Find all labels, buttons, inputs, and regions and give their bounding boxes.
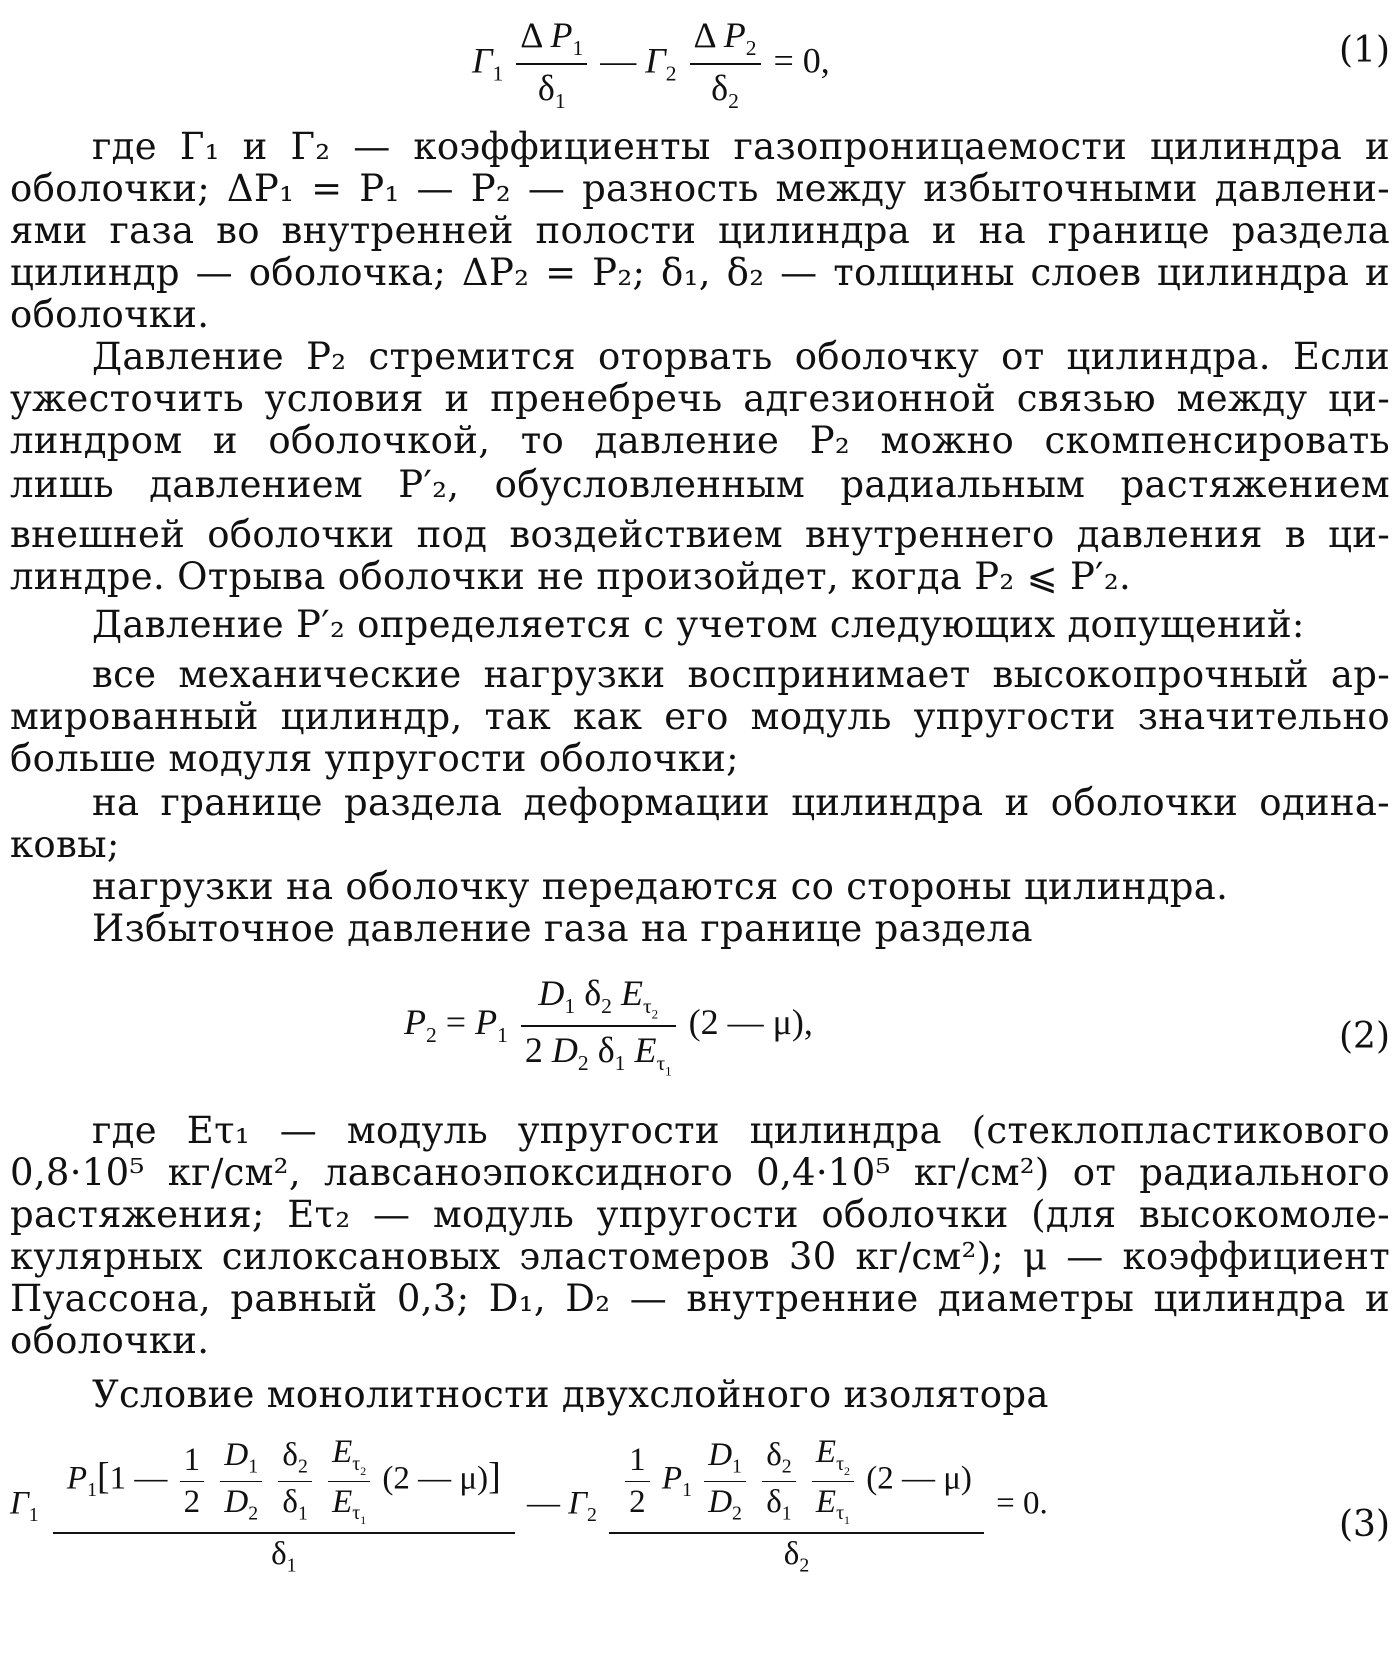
text-line: оболочки; ΔP₁ = P₁ — P₂ — разность между избыточными давлени- <box>10 167 1390 210</box>
text-line: ями газа во внутренней полости цилиндра и на границе раздела <box>10 209 1390 252</box>
text-line: Давление P′₂ определяется с учетом следующих допущений: <box>92 603 1305 646</box>
equation-3-number: (3) <box>1339 1504 1390 1545</box>
text-line: Давление P₂ стремится оторвать оболочку от цилиндра. Если <box>92 335 1390 378</box>
text-line: оболочки. <box>10 1319 210 1362</box>
equation-2: $P_2 = P_1$ $\frac{D_1 \delta_2 E_{\tau_2}}{2 D_2 \delta_1 E_{\tau_1}}$ (2 — μ), <box>404 973 813 1078</box>
text-line: ужесточить условия и пренебречь адгезионной связью между ци- <box>10 377 1390 420</box>
text-line: Условие монолитности двухслойного изолятора <box>92 1373 1049 1416</box>
text-line: на границе раздела деформации цилиндра и оболочки одина- <box>92 781 1390 824</box>
text-line: линдре. Отрыва оболочки не произойдет, когда P₂ ⩽ P′₂. <box>10 555 1132 598</box>
text-line: где Eτ₁ — модуль упругости цилиндра (стеклопластикового <box>92 1109 1390 1152</box>
text-line: оболочки. <box>10 293 210 336</box>
text-line: ковы; <box>10 823 120 866</box>
text-line: растяжения; Eτ₂ — модуль упругости оболочки (для высокомоле- <box>10 1193 1390 1236</box>
text-line: мированный цилиндр, так как его модуль упругости значительно <box>10 695 1390 738</box>
text-line: Пуассона, равный 0,3; D₁, D₂ — внутренние диаметры цилиндра и <box>10 1277 1390 1320</box>
equation-2-number: (2) <box>1339 1016 1390 1057</box>
text-line: линдром и оболочкой, то давление P₂ можно скомпенсировать <box>10 419 1390 462</box>
text-line: лишь давлением P′₂, обусловленным радиальным растяжением <box>10 463 1390 506</box>
text-line: нагрузки на оболочку передаются со стороны цилиндра. <box>92 865 1229 908</box>
equation-3: $Г_1$ $P_1[1$ — $\frac{1}{2}$ $\frac{D_1}{D_2}$ $\frac{\delta_2}{\delta_1}$ $\frac{E_{\tau_2}}{E_{\tau_1}}$ (2 — μ)] $\delta_1$ — $Г_2$ $\frac{1}{2}$ $P_1$ $\frac{D_1}{D_2}$ $\frac{\delta_2}{\delta_1}$ $\frac{E_{\tau_2}}{E_{\tau_1}}$ (2 — μ) $\delta_2$ = 0. <box>10 1434 1048 1577</box>
text-line: цилиндр — оболочка; ΔP₂ = P₂; δ₁, δ₂ — толщины слоев цилиндра и <box>10 251 1390 294</box>
equation-1: $Г_1$ $\frac{\Delta P_1}{\delta_1}$ — $Г_2$ $\frac{\Delta P_2}{\delta_2}$ = 0, <box>472 15 830 114</box>
text-line: Избыточное давление газа на границе раздела <box>92 907 1033 950</box>
text-line: кулярных силоксановых эластомеров 30 кг/см²); μ — коэффициент <box>10 1235 1390 1278</box>
equation-1-number: (1) <box>1339 30 1390 71</box>
text-line: 0,8·10⁵ кг/см², лавсаноэпоксидного 0,4·10⁵ кг/см²) от радиального <box>10 1151 1390 1194</box>
text-line: больше модуля упругости оболочки; <box>10 737 739 780</box>
text-line: все механические нагрузки воспринимает высокопрочный ар- <box>92 653 1390 696</box>
text-line: внешней оболочки под воздействием внутреннего давления в ци- <box>10 513 1390 556</box>
document-page <box>10 10 1390 1660</box>
text-line: где Г₁ и Г₂ — коэффициенты газопроницаемости цилиндра и <box>92 125 1390 168</box>
